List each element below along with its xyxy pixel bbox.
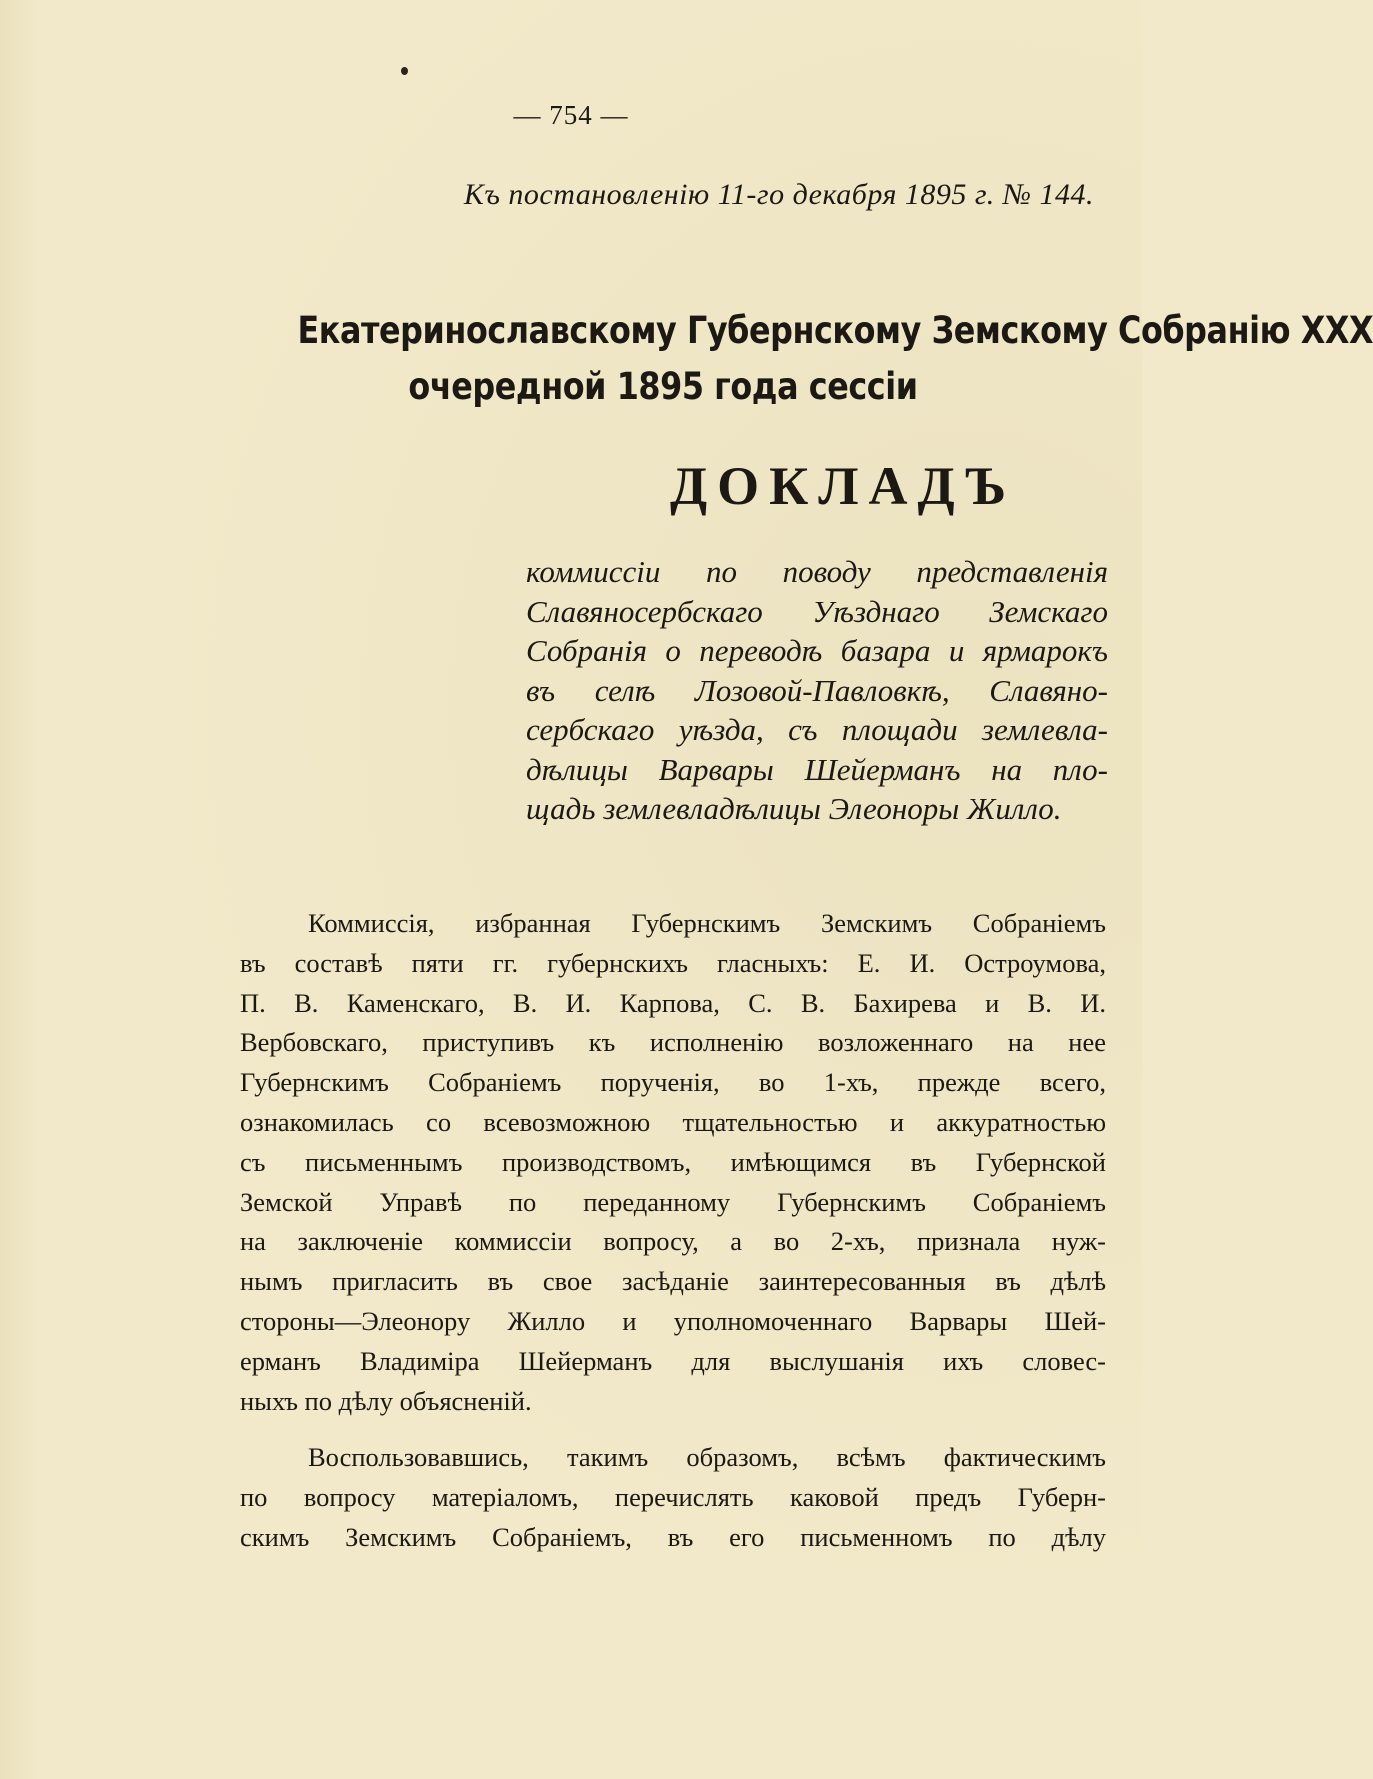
- subject-line: щадь землевладѣлицы Элеоноры Жилло.: [526, 791, 1062, 826]
- subject-line: дѣлицы Варвары Шейерманъ на пло-: [526, 751, 1108, 787]
- text-line: нымъ пригласить въ свое засѣданіе заинтересованныя въ дѣлѣ: [240, 1266, 1106, 1297]
- document-title: ДОКЛАДЪ: [670, 456, 1017, 516]
- text-line: Земской Управѣ по переданному Губернскимъ Собраніемъ: [240, 1186, 1106, 1217]
- text-line: П. В. Каменскаго, В. И. Карпова, С. В. Бахирева и В. И.: [240, 987, 1106, 1018]
- subject-line: сербскаго уѣзда, съ площади землевла-: [526, 712, 1108, 747]
- text-line: скимъ Земскимъ Собраніемъ, въ его письменномъ по дѣлу: [240, 1521, 1106, 1552]
- text-line: на заключеніе коммиссіи вопросу, а во 2-хъ, признала нуж-: [240, 1226, 1106, 1257]
- paragraph: [240, 1438, 1106, 1557]
- text-line: ознакомилась со всевозможною тщательностью и аккуратностью: [240, 1106, 1106, 1137]
- page-number: — 754 —: [513, 100, 629, 130]
- subject-line: въ селѣ Лозовой-Павловкѣ, Славяно-: [526, 672, 1108, 708]
- paragraph: [240, 904, 1106, 1421]
- text-line: ерманъ Владиміра Шейерманъ для выслушанія ихъ словес-: [240, 1345, 1106, 1376]
- resolution-reference: Къ постановленію 11-го декабря 1895 г. № 144.: [463, 178, 1094, 211]
- document-heading: [297, 303, 1373, 415]
- text-line: съ письменнымъ производствомъ, имѣющимся въ Губернской: [240, 1146, 1106, 1177]
- text-line: Воспользовавшись, такимъ образомъ, всѣмъ фактическимъ: [308, 1442, 1106, 1473]
- heading-line: Екатеринославскому Губернскому Земскому Собранію XXX: [297, 309, 1373, 352]
- ink-dot: [401, 67, 408, 75]
- subject-line: Славяносербскаго Уѣзднаго Земскаго: [526, 593, 1108, 629]
- text-line: Коммиссія, избранная Губернскимъ Земскимъ Собраніемъ: [308, 908, 1106, 938]
- heading-line: очередной 1895 года сессіи: [408, 365, 918, 408]
- subject-line: Собранія о переводѣ базара и ярмарокъ: [526, 633, 1108, 668]
- report-body: [240, 904, 1106, 1575]
- text-line: Губернскимъ Собраніемъ порученія, во 1-хъ, прежде всего,: [240, 1067, 1106, 1098]
- text-line: Вербовскаго, приступивъ къ исполненію возложеннаго на нее: [240, 1027, 1106, 1058]
- text-line: въ составѣ пяти гг. губернскихъ гласныхъ: Е. И. Остроумова,: [240, 947, 1106, 978]
- report-subject: [526, 552, 1108, 829]
- text-line: ныхъ по дѣлу объясненій.: [240, 1385, 532, 1416]
- subject-line: коммиссіи по поводу представленія: [526, 554, 1108, 589]
- text-line: стороны—Элеонору Жилло и уполномоченнаго Варвары Шей-: [240, 1305, 1106, 1336]
- text-line: по вопросу матеріаломъ, перечислять каковой предъ Губерн-: [240, 1482, 1106, 1513]
